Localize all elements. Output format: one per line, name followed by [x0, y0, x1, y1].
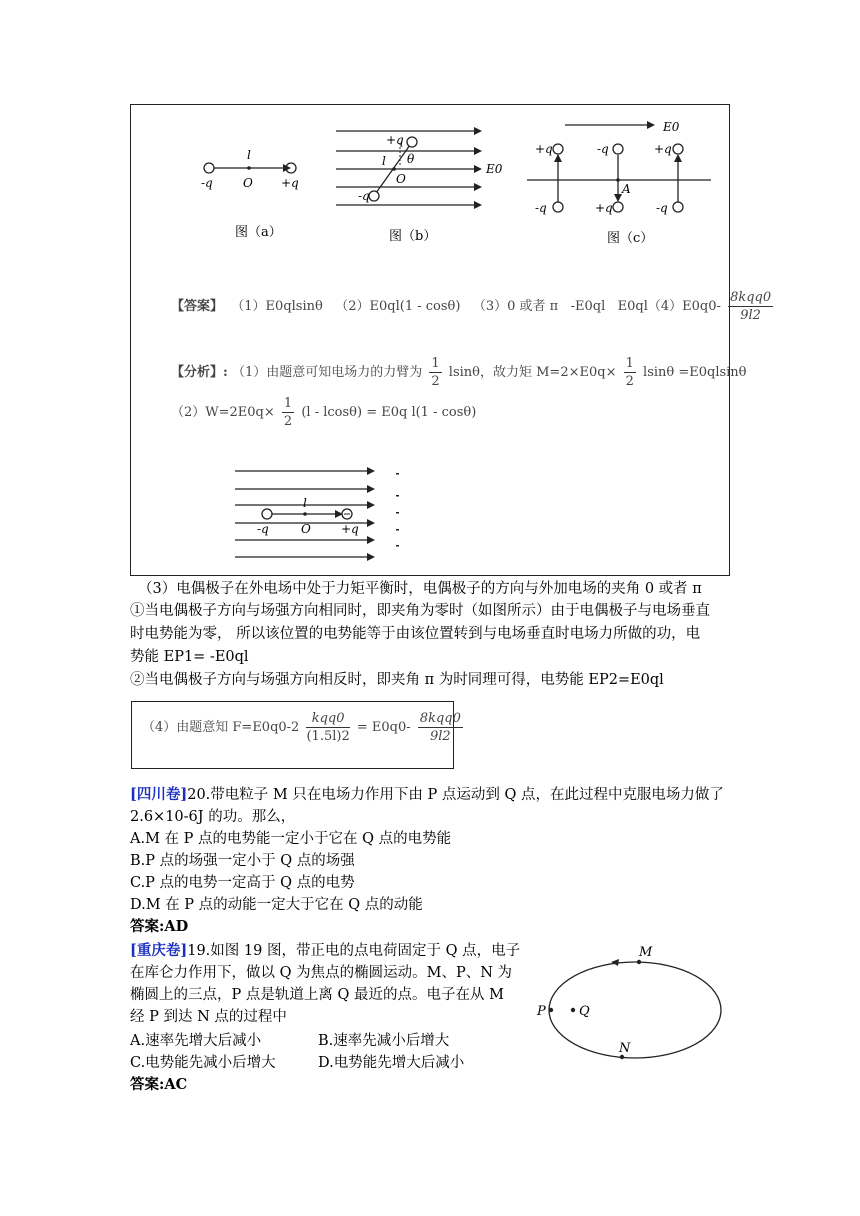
- q19-stem-2: 在库仑力作用下，做以 Q 为焦点的椭圆运动。M、P、N 为: [130, 965, 513, 981]
- formula-4-num-1: kqq0: [306, 710, 349, 728]
- formula-4-den-1: (1.5l)2: [306, 729, 350, 744]
- fig-b-center: O: [396, 172, 406, 186]
- q19-stem-4: 经 P 到达 N 点的过程中: [130, 1009, 287, 1025]
- fig-b-caption: 图（b）: [389, 229, 437, 244]
- formula-4-pre: （4）由题意知 F=E0q0-2: [142, 720, 300, 735]
- fig-d-neg: -q: [257, 522, 269, 536]
- answer-part-3: （3）0 或者 π: [472, 299, 559, 314]
- answer-part-4: -E0ql: [570, 299, 606, 314]
- ellipse-label-m: M: [639, 945, 653, 960]
- answer-part-1: （1）E0qlsinθ: [231, 299, 323, 314]
- answer-part-5: E0ql（4）E0q0-: [617, 299, 721, 314]
- q20-option-b: B.P 点的场强一定小于 Q 点的场强: [130, 853, 355, 869]
- q19-option-a: A.速率先增大后减小: [130, 1033, 262, 1049]
- analysis-line-2: [171, 395, 476, 431]
- q20-tag: [四川卷]: [130, 786, 188, 803]
- answer-frac-num: 8kqq0: [730, 290, 772, 305]
- scanned-figure-box: [130, 104, 772, 576]
- half-fraction-1: [429, 355, 441, 390]
- analysis-label: 【分析】:: [171, 365, 228, 380]
- answer-frac-den: 9l2: [740, 308, 761, 323]
- q20-stem-1: [130, 784, 724, 806]
- fig-c-top-1: +q: [535, 142, 553, 156]
- q19-stem-1: [130, 940, 520, 962]
- fig-c-top-2: -q: [597, 142, 609, 156]
- answer-fraction: [728, 289, 773, 324]
- analysis-1c: lsinθ =E0qlsinθ: [643, 365, 747, 380]
- paragraph-4b: 时电势能为零， 所以该位置的电势能等于由该位置转到与电场垂直时电场力所做的功，电: [130, 626, 701, 642]
- fig-c-bottom-3: -q: [656, 201, 668, 215]
- q20-answer: 答案:AD: [130, 918, 189, 935]
- paragraph-4a: ①当电偶极子方向与场强方向相同时，即夹角为零时（如图所示）由于电偶极子与电场垂直: [130, 603, 710, 619]
- answer-line: [171, 289, 776, 325]
- ellipse-label-p: P: [537, 1004, 546, 1019]
- fig-b-field: E0: [486, 162, 503, 176]
- q19-stem-3: 椭圆上的三点，P 点是轨道上离 Q 最近的点。电子在从 M: [130, 987, 504, 1003]
- q19-answer: 答案:AC: [130, 1076, 188, 1093]
- fig-c-field: E0: [663, 120, 680, 134]
- fig-c-top-3: +q: [654, 142, 672, 156]
- fig-d-pos: +q: [341, 522, 359, 536]
- figure-c: [523, 117, 728, 222]
- fig-a-pos: +q: [281, 176, 299, 190]
- q20-option-a: A.M 在 P 点的电势能一定小于它在 Q 点的电势能: [130, 831, 452, 847]
- analysis-line-1: [171, 355, 747, 391]
- half-num-1: 1: [431, 356, 440, 371]
- half-den-1: 2: [431, 374, 440, 389]
- figure-b: [334, 123, 514, 228]
- half-den-2: 2: [625, 374, 634, 389]
- fig-b-neg: -q: [358, 189, 370, 203]
- formula-4-frac-2: [418, 710, 463, 745]
- formula-4-frac-1: [306, 710, 349, 745]
- fig-b-angle: θ: [407, 152, 415, 166]
- q19-tag: [重庆卷]: [130, 942, 188, 959]
- fig-d-length: l: [303, 496, 307, 510]
- ellipse-label-q: Q: [579, 1004, 590, 1019]
- paragraph-4c: 势能 EP1= -E0ql: [130, 649, 249, 665]
- fig-a-caption: 图（a）: [235, 225, 282, 240]
- analysis-1b: lsinθ，故力矩 M=2×E0q×: [448, 365, 617, 380]
- half-fraction-3: [282, 395, 294, 430]
- half-num-3: 1: [283, 396, 293, 411]
- fig-c-point: A: [622, 182, 631, 196]
- analysis-2b: (l - lcosθ) = E0q l(1 - cosθ): [301, 405, 477, 420]
- q19-ellipse-figure: [535, 940, 725, 1060]
- fig-c-bottom-1: -q: [535, 201, 547, 215]
- q19-option-b: B.速率先减小后增大: [318, 1033, 450, 1049]
- fig-b-pos: +q: [386, 133, 404, 147]
- half-fraction-2: [624, 355, 636, 390]
- q19-stem-text-1: 19.如图 19 图，带正电的点电荷固定于 Q 点，电子: [187, 943, 521, 959]
- q20-stem-2: 2.6×10-6J 的功。那么，: [130, 809, 296, 825]
- formula-4-box: [131, 701, 461, 769]
- fig-c-caption: 图（c）: [607, 231, 654, 246]
- fig-a-center: O: [243, 176, 253, 190]
- answer-part-2: （2）E0ql(1 - cosθ): [335, 299, 461, 314]
- figure-d: [231, 465, 421, 565]
- fig-c-bottom-2: +q: [595, 201, 613, 215]
- formula-4-num-2: 8kqq0: [419, 711, 461, 726]
- analysis-2a: （2）W=2E0q×: [171, 405, 275, 420]
- analysis-1a: （1）由题意可知电场力的力臂为: [231, 365, 423, 380]
- fig-b-length: l: [382, 154, 386, 168]
- formula-4-den-2: 9l2: [429, 729, 451, 744]
- paragraph-5: ②当电偶极子方向与场强方向相反时，即夹角 π 为时同理可得，电势能 EP2=E0ql: [130, 672, 664, 688]
- paragraph-3: （3）电偶极子在外电场中处于力矩平衡时，电偶极子的方向与外加电场的夹角 0 或者 π: [138, 581, 702, 597]
- q20-option-d: D.M 在 P 点的动能一定大于它在 Q 点的动能: [130, 897, 423, 913]
- fig-a-length: l: [247, 148, 251, 162]
- ellipse-label-n: N: [619, 1041, 631, 1056]
- half-den-3: 2: [283, 414, 293, 429]
- q20-stem-text: 20.带电粒子 M 只在电场力作用下由 P 点运动到 Q 点，在此过程中克服电场力做了: [187, 787, 724, 803]
- q19-option-c: C.电势能先减小后增大: [130, 1055, 276, 1071]
- fig-d-center: O: [301, 522, 311, 536]
- q20-option-c: C.P 点的电势一定高于 Q 点的电势: [130, 875, 355, 891]
- fig-a-neg: -q: [201, 176, 213, 190]
- formula-4-mid: = E0q0-: [356, 720, 411, 735]
- answer-label: 【答案】: [171, 299, 224, 314]
- half-num-2: 1: [625, 356, 634, 371]
- q19-option-d: D.电势能先增大后减小: [318, 1055, 465, 1071]
